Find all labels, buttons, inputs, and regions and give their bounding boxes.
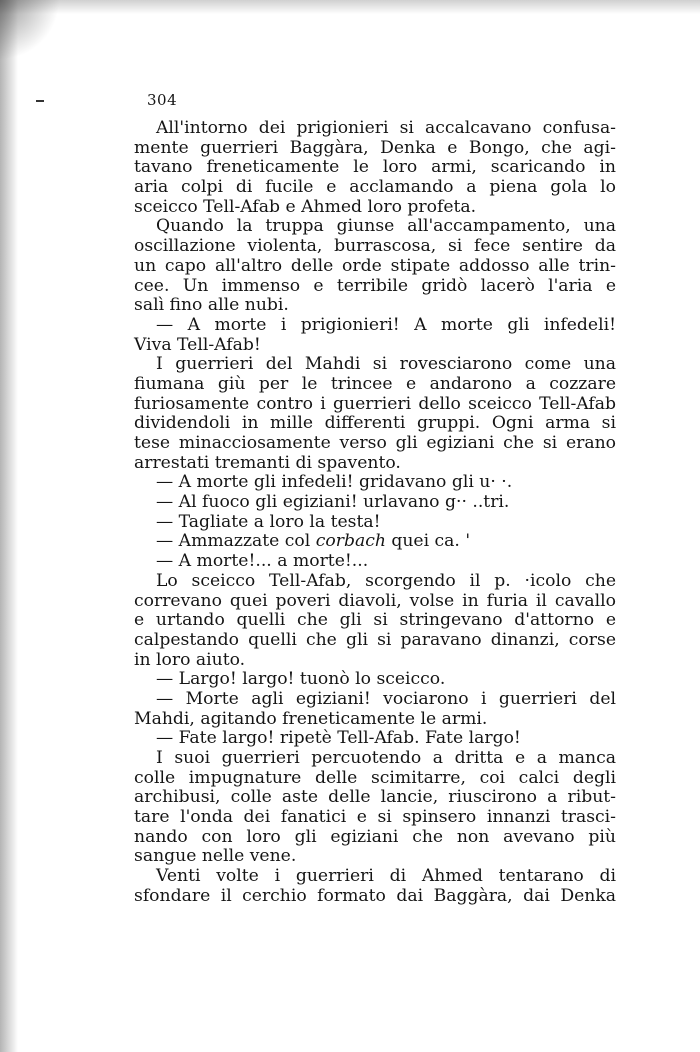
text-line: un capo all'altro delle orde stipate addosso alle trin- bbox=[134, 255, 616, 276]
text-line: All'intorno dei prigionieri si accalcavano confusa- bbox=[156, 118, 616, 138]
body-text bbox=[134, 119, 616, 907]
text-line: sfondare il cerchio formato dai Baggàra, dai Denka bbox=[134, 885, 616, 906]
text-line: oscillazione violenta, burrascosa, si fece sentire da bbox=[134, 236, 616, 257]
text-line: salì fino alle nubi. bbox=[134, 295, 289, 316]
text-line: tavano freneticamente le loro armi, scaricando in bbox=[134, 157, 616, 178]
text-line: mente guerrieri Baggàra, Denka e Bongo, che agi- bbox=[134, 137, 616, 158]
text-line: cee. Un immenso e terribile gridò lacerò l'aria e bbox=[134, 275, 616, 296]
text-line: e urtando quelli che gli si stringevano d'attorno e bbox=[134, 610, 616, 631]
scan-edge-left bbox=[0, 0, 18, 1052]
text-line: tare l'onda dei fanatici e si spinsero innanzi trasci- bbox=[134, 807, 616, 828]
text-line: — Al fuoco gli egiziani! urlavano g·· ..tri. bbox=[156, 492, 510, 513]
text-line: archibusi, colle aste delle lancie, riuscirono a ribut- bbox=[134, 787, 616, 808]
margin-mark bbox=[36, 100, 44, 102]
text-line: calpestando quelli che gli si paravano dinanzi, corse bbox=[134, 629, 616, 650]
text-line: I guerrieri del Mahdi si rovesciarono come una bbox=[156, 354, 616, 375]
text-line: — Largo! largo! tuonò lo sceicco. bbox=[156, 669, 446, 690]
text-line: sangue nelle vene. bbox=[134, 846, 297, 867]
text-line: — A morte gli infedeli! gridavano gli u· ·. bbox=[156, 472, 513, 493]
text-line: Venti volte i guerrieri di Ahmed tentarano di bbox=[156, 866, 616, 887]
page-number: 304 bbox=[147, 91, 178, 109]
text-line: Quando la truppa giunse all'accampamento, una bbox=[156, 216, 616, 237]
text-line: tese minacciosamente verso gli egiziani che si erano bbox=[134, 433, 616, 453]
text-line: dividendoli in mille differenti gruppi. Ogni arma si bbox=[134, 413, 616, 434]
text-line: — Morte agli egiziani! vociarono i guerrieri del bbox=[156, 688, 616, 709]
text-line: colle impugnature delle scimitarre, coi calci degli bbox=[134, 767, 616, 788]
text-line: aria colpi di fucile e acclamando a piena gola lo bbox=[134, 177, 616, 198]
text-line: — A morte i prigionieri! A morte gli infedeli! bbox=[156, 314, 616, 335]
text-line: — A morte!... a morte!... bbox=[156, 551, 369, 572]
text-line: — Fate largo! ripetè Tell-Afab. Fate largo! bbox=[156, 728, 521, 749]
scan-corner-smudge bbox=[0, 0, 60, 60]
text-line: — Ammazzate col corbach quei ca. ' bbox=[156, 531, 471, 552]
scan-edge-top bbox=[0, 0, 700, 14]
text-line: sceicco Tell-Afab e Ahmed loro profeta. bbox=[134, 196, 477, 217]
text-line: furiosamente contro i guerrieri dello sceicco Tell-Afab bbox=[134, 393, 616, 414]
text-line: in loro aiuto. bbox=[134, 649, 246, 670]
text-line: Lo sceicco Tell-Afab, scorgendo il p. ·icolo che bbox=[156, 570, 616, 591]
text-line: nando con loro gli egiziani che non avevano più bbox=[134, 826, 616, 847]
text-line: Mahdi, agitando freneticamente le armi. bbox=[134, 708, 488, 729]
text-line: I suoi guerrieri percuotendo a dritta e a manca bbox=[156, 748, 616, 768]
text-line: — Tagliate a loro la testa! bbox=[156, 511, 381, 532]
text-line: fiumana giù per le trincee e andarono a cozzare bbox=[134, 373, 616, 394]
text-line: arrestati tremanti di spavento. bbox=[134, 452, 401, 473]
text-line: correvano quei poveri diavoli, volse in furia il cavallo bbox=[134, 590, 616, 611]
text-line: Viva Tell-Afab! bbox=[134, 334, 261, 355]
